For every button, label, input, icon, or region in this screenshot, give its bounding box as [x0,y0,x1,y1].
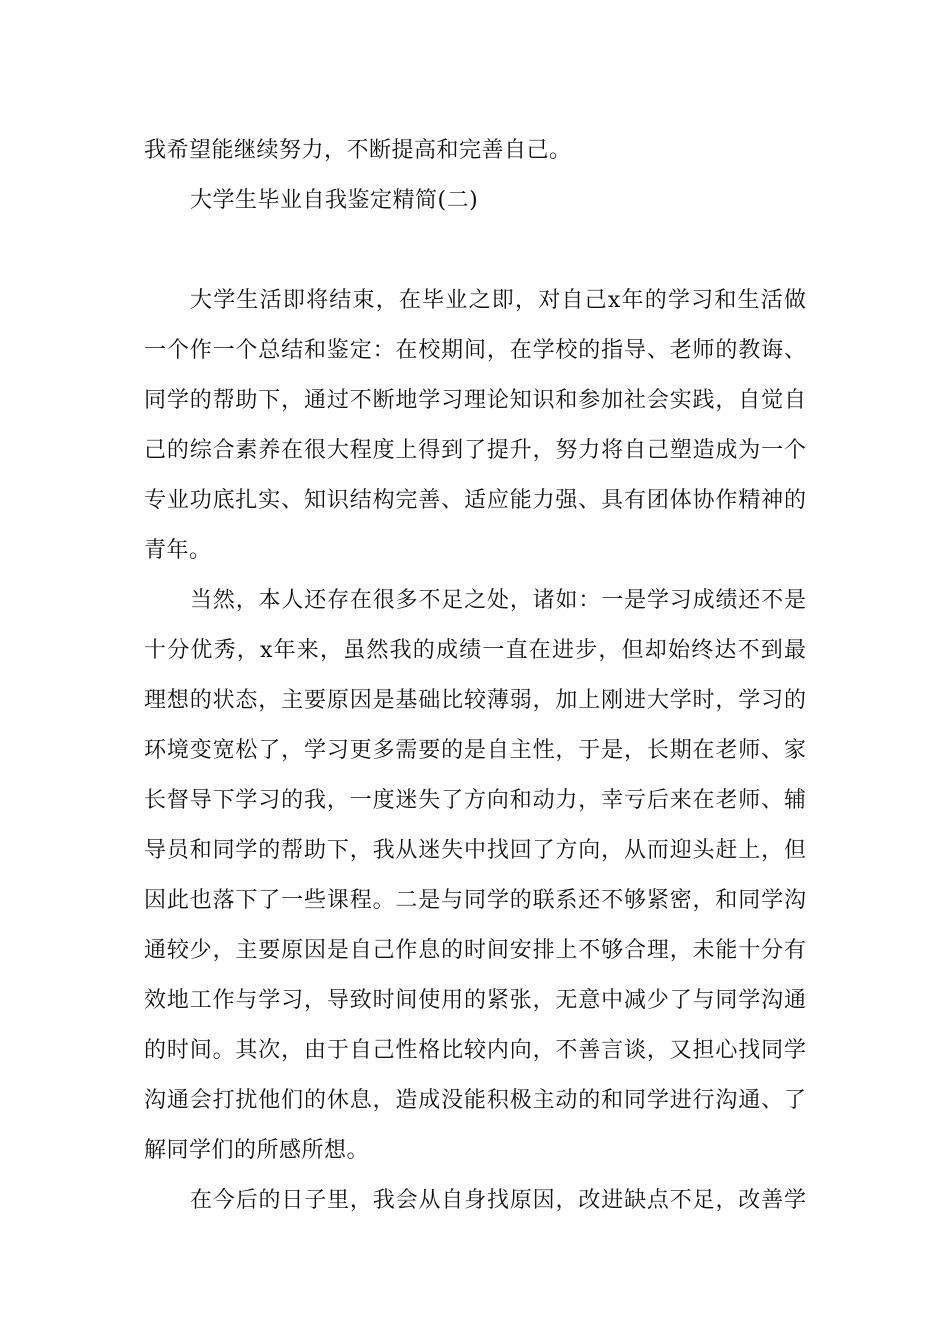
text-line: 己的综合素养在很大程度上得到了提升，努力将自己塑造成为一个 [144,438,806,463]
text-line: 大学生活即将结束，在毕业之即，对自己x年的学习和生活做 [190,288,806,313]
text-line: 理想的状态，主要原因是基础比较薄弱，加上刚进大学时，学习的 [144,688,806,713]
text-line: 当然，本人还存在很多不足之处，诸如：一是学习成绩还不是 [190,588,806,613]
text-line: 长督导下学习的我，一度迷失了方向和动力，幸亏后来在老师、辅 [144,788,806,813]
text-line: 青年。 [144,538,212,563]
text-line: 的时间。其次，由于自己性格比较内向，不善言谈，又担心找同学 [144,1038,806,1063]
text-line: 沟通会打扰他们的休息，造成没能积极主动的和同学进行沟通、了 [144,1088,806,1113]
text-line: 十分优秀，x年来，虽然我的成绩一直在进步，但却始终达不到最 [144,638,806,663]
text-line: 解同学们的所感所想。 [144,1138,370,1163]
text-line: 因此也落下了一些课程。二是与同学的联系还不够紧密，和同学沟 [144,888,806,913]
text-line: 环境变宽松了，学习更多需要的是自主性，于是，长期在老师、家 [144,738,806,763]
section-heading: 大学生毕业自我鉴定精简(二) [190,188,479,213]
text-line: 一个作一个总结和鉴定：在校期间，在学校的指导、老师的教诲、 [144,338,806,363]
text-line: 效地工作与学习，导致时间使用的紧张，无意中减少了与同学沟通 [144,988,806,1013]
text-line: 在今后的日子里，我会从自身找原因，改进缺点不足，改善学 [190,1188,806,1213]
text-line: 我希望能继续努力，不断提高和完善自己。 [144,138,572,163]
text-line: 专业功底扎实、知识结构完善、适应能力强、具有团体协作精神的 [144,488,806,513]
text-line: 导员和同学的帮助下，我从迷失中找回了方向，从而迎头赶上，但 [144,838,806,863]
text-line: 同学的帮助下，通过不断地学习理论知识和参加社会实践，自觉自 [144,388,806,413]
text-line: 通较少，主要原因是自己作息的时间安排上不够合理，未能十分有 [144,938,806,963]
